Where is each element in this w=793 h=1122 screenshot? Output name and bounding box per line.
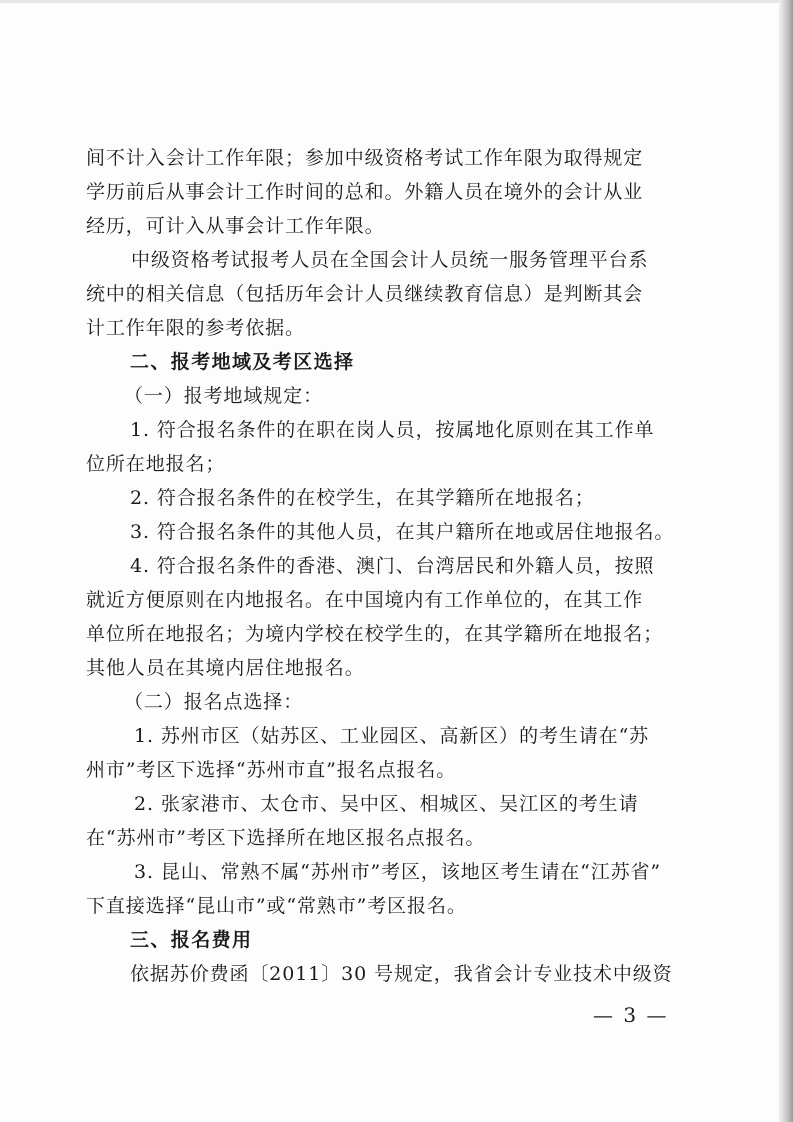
list-item-3: 3. 符合报名条件的其他人员，在其户籍所在地或居住地报名。 <box>130 521 675 543</box>
paragraph-start: 依据苏价费函〔2011〕30 号规定，我省会计专业技术中级资 <box>130 963 673 985</box>
body-line: 单位所在地报名；为境内学校在校学生的，在其学籍所在地报名； <box>86 623 664 645</box>
body-line: 统中的相关信息（包括历年会计人员继续教育信息）是判断其会 <box>86 283 644 305</box>
list-item-1: 1. 苏州市区（姑苏区、工业园区、高新区）的考生请在“苏 <box>134 725 650 747</box>
list-item-2: 2. 符合报名条件的在校学生，在其学籍所在地报名； <box>130 487 595 509</box>
scan-top-edge <box>0 0 793 3</box>
body-line: 就近方便原则在内地报名。在中国境内有工作单位的，在其工作 <box>86 589 644 611</box>
subsection-heading-1: （一）报考地域规定： <box>124 385 324 407</box>
paragraph-start: 中级资格考试报考人员在全国会计人员统一服务管理平台系 <box>131 249 649 271</box>
list-item-4: 4. 符合报名条件的香港、澳门、台湾居民和外籍人员，按照 <box>130 555 655 577</box>
body-line: 其他人员在其境内居住地报名。 <box>86 657 365 679</box>
body-line: 学历前后从事会计工作时间的总和。外籍人员在境外的会计从业 <box>86 181 644 203</box>
page-number: — 3 — <box>593 1003 669 1027</box>
section-heading-2: 二、报考地域及考区选择 <box>130 351 355 373</box>
body-line: 在“苏州市”考区下选择所在地区报名点报名。 <box>86 827 486 849</box>
list-item-3: 3. 昆山、常熟不属“苏州市”考区，该地区考生请在“江苏省” <box>134 861 662 883</box>
subsection-heading-2: （二）报名点选择： <box>124 691 304 713</box>
section-heading-3: 三、报名费用 <box>130 929 253 951</box>
scan-right-edge <box>779 0 793 1122</box>
list-item-1: 1. 符合报名条件的在职在岗人员，按属地化原则在其工作单 <box>130 419 655 441</box>
body-line: 计工作年限的参考依据。 <box>86 317 305 339</box>
list-item-2: 2. 张家港市、太仓市、吴中区、相城区、吴江区的考生请 <box>134 793 639 815</box>
body-line: 位所在地报名； <box>86 453 226 475</box>
body-line: 间不计入会计工作年限；参加中级资格考试工作年限为取得规定 <box>86 147 644 169</box>
body-line: 下直接选择“昆山市”或“常熟市”考区报名。 <box>86 895 467 917</box>
body-line: 州市”考区下选择“苏州市直”报名点报名。 <box>86 759 457 781</box>
body-line: 经历，可计入从事会计工作年限。 <box>86 215 385 237</box>
